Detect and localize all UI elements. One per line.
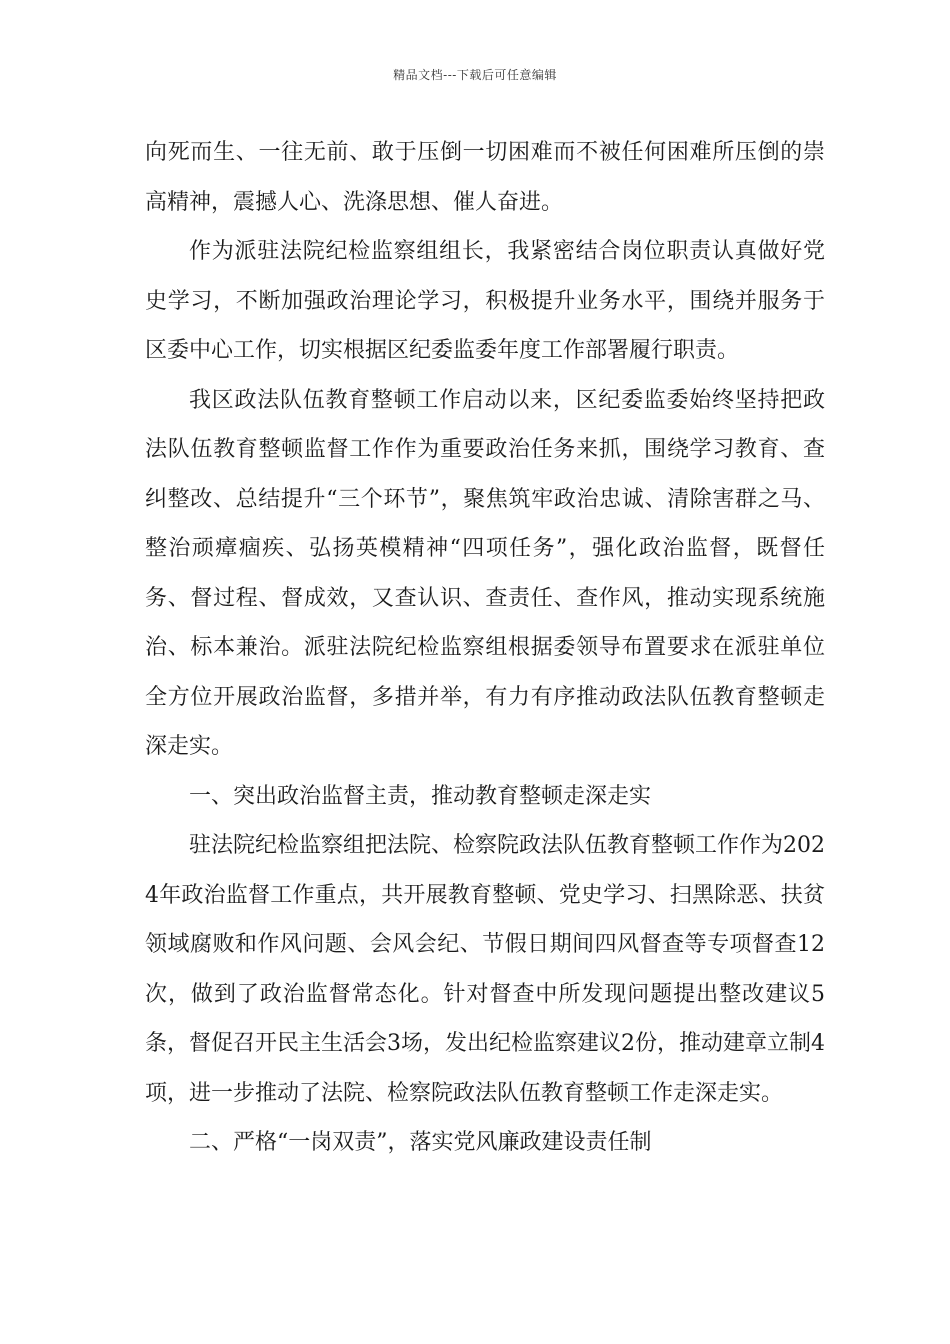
section-heading-2: 二、严格“一岗双责”，落实党风廉政建设责任制 <box>189 1130 652 1155</box>
paragraph-role-statement: 作为派驻法院纪检监察组组长，我紧密结合岗位职责认真做好党史学习，不断加强政治理论学习，积极提升业务水平，围绕并服务于区委中心工作，切实根据区纪委监委年度工作部署履行职责。 <box>145 239 825 363</box>
paragraph-continuation: 向死而生、一往无前、敢于压倒一切困难而不被任何困难所压倒的崇高精神，震撼人心、洗涤思想、催人奋进。 <box>145 140 825 215</box>
paragraph-political-supervision: 驻法院纪检监察组把法院、检察院政法队伍教育整顿工作作为2024年政治监督工作重点，共开展教育整顿、党史学习、扫黑除恶、扶贫领域腐败和作风问题、会风会纪、节假日期间四风督查等专项督查12次，做到了政治监督常态化。针对督查中所发现问题提出整改建议5条，督促召开民主生活会3场，发出纪检监察建议2份，推动建章立制4项，进一步推动了法院、检察院政法队伍教育整顿工作走深走实。 <box>145 833 825 1106</box>
document-body <box>145 128 825 1168</box>
paragraph-rectification-overview: 我区政法队伍教育整顿工作启动以来，区纪委监委始终坚持把政法队伍教育整顿监督工作作为重要政治任务来抓，围绕学习教育、查纠整改、总结提升“三个环节”，聚焦筑牢政治忠诚、清除害群之马、整治顽瘴痼疾、弘扬英模精神“四项任务”，强化政治监督，既督任务、督过程、督成效，又查认识、查责任、查作风，推动实现系统施治、标本兼治。派驻法院纪检监察组根据委领导布置要求在派驻单位全方位开展政治监督，多措并举，有力有序推动政法队伍教育整顿走深走实。 <box>145 387 825 759</box>
page-header: 精品文档---下载后可任意编辑 <box>393 68 557 82</box>
section-heading-1: 一、突出政治监督主责，推动教育整顿走深走实 <box>189 783 652 809</box>
